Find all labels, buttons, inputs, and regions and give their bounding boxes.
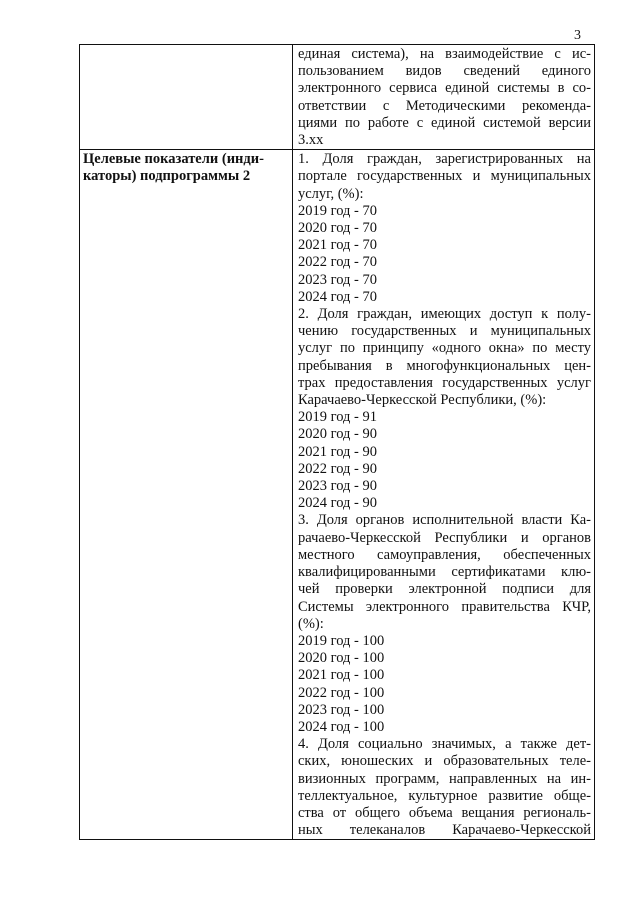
- text-line: 2021 год - 90: [298, 443, 377, 460]
- text-line: 2023 год - 90: [298, 478, 377, 495]
- text-line: квалифицированными сертификатами клю-: [298, 564, 591, 581]
- text-line: 4. Доля социально значимых, а также дет-: [298, 736, 591, 753]
- text-line: 3. Доля органов исполнительной власти Ка-: [298, 512, 591, 529]
- table-row: [80, 45, 595, 150]
- text-line: 2019 год - 91: [298, 409, 377, 426]
- row-label-cell: [80, 45, 293, 150]
- text-line: 2024 год - 70: [298, 288, 377, 305]
- row-label-line: Целевые показатели (инди-: [83, 151, 264, 168]
- text-line: 2022 год - 90: [298, 460, 377, 477]
- text-line: 2021 год - 70: [298, 237, 377, 254]
- text-line: пользованием видов сведений единого: [298, 63, 591, 80]
- text-line: ских, юношеских и образовательных теле-: [298, 753, 591, 770]
- text-line: чению государственных и муниципальных: [298, 323, 591, 340]
- text-line: Карачаево-Черкесской Республики, (%):: [298, 392, 547, 409]
- text-line: рачаево-Черкесской Республики и органов: [298, 529, 591, 546]
- text-line: 2020 год - 100: [298, 650, 385, 667]
- row-content: [298, 46, 591, 149]
- text-line: Системы электронного правительства КЧР,: [298, 598, 591, 615]
- text-line: теллектуальное, культурное развитие обще-: [298, 787, 591, 804]
- text-line: ответствии с Методическими рекоменда-: [298, 97, 591, 114]
- text-line: электронного сервиса единой системы в со-: [298, 80, 591, 97]
- text-line: портале государственных и муниципальных: [298, 168, 591, 185]
- text-line: 2022 год - 100: [298, 684, 385, 701]
- text-line: ных телеканалов Карачаево-Черкесской: [298, 822, 591, 839]
- text-line: единая система), на взаимодействие с ис-: [298, 46, 591, 62]
- text-line: местного самоуправления, обеспеченных: [298, 546, 591, 563]
- text-line: 2. Доля граждан, имеющих доступ к полу-: [298, 306, 591, 323]
- text-line: пребывания в многофункциональных цен-: [298, 357, 591, 374]
- text-line: 2020 год - 70: [298, 220, 377, 237]
- text-line: 1. Доля граждан, зарегистрированных на: [298, 151, 591, 168]
- text-line: 2024 год - 90: [298, 495, 377, 512]
- text-line: ства от общего объема вещания региональ-: [298, 804, 591, 821]
- row-content-cell: [293, 45, 595, 150]
- text-line: трах предоставления государственных услуг: [298, 374, 591, 391]
- passport-table: [79, 44, 595, 840]
- text-line: 2024 год - 100: [298, 718, 385, 735]
- page-number: 3: [574, 28, 581, 43]
- text-line: 2019 год - 70: [298, 202, 377, 219]
- table-row: [80, 150, 595, 840]
- row-label-cell: [80, 150, 293, 840]
- row-label-line: каторы) подпрограммы 2: [83, 168, 251, 185]
- text-line: циями по работе с единой системой версии: [298, 114, 591, 131]
- text-line: чей проверки электронной подписи для: [298, 581, 591, 598]
- text-line: 2023 год - 100: [298, 701, 385, 718]
- text-line: (%):: [298, 615, 324, 632]
- text-line: 2023 год - 70: [298, 271, 377, 288]
- text-line: 2020 год - 90: [298, 426, 377, 443]
- text-line: 2019 год - 100: [298, 632, 385, 649]
- text-line: 3.хх: [298, 132, 324, 149]
- row-content: [298, 151, 591, 839]
- row-content-cell: [293, 150, 595, 840]
- text-line: 2021 год - 100: [298, 667, 385, 684]
- text-line: визионных программ, направленных на ин-: [298, 770, 591, 787]
- text-line: 2022 год - 70: [298, 254, 377, 271]
- text-line: услуг по принципу «одного окна» по месту: [298, 340, 591, 357]
- text-line: услуг, (%):: [298, 185, 364, 202]
